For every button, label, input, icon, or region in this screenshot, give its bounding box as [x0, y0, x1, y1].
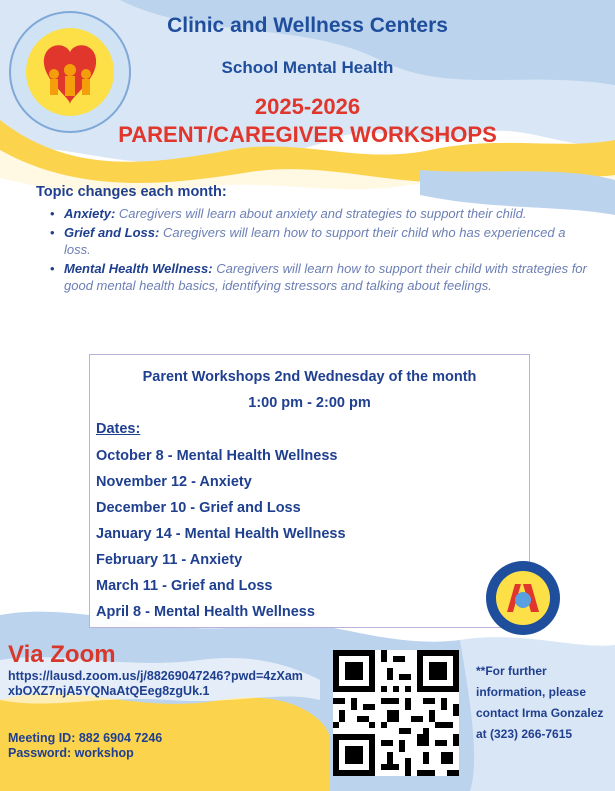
topic-name: Mental Health Wellness: [64, 261, 213, 276]
topics-heading: Topic changes each month: [36, 184, 227, 200]
header-title: Clinic and Wellness Centers [167, 14, 448, 37]
date-item: January 14 - Mental Health Wellness [96, 526, 346, 542]
topic-item: • Anxiety: Caregivers will learn about anxiety and strategies to support their child. [50, 206, 527, 221]
dates-label: Dates: [96, 421, 141, 437]
via-zoom-title: Via Zoom [8, 641, 116, 668]
date-item: November 12 - Anxiety [96, 474, 252, 490]
topic-item: • Mental Health Wellness: Caregivers will learn how to support their child with strategies for good mental health basics, identifying stressors and talking about feelings. [50, 261, 587, 293]
school-year: 2025-2026 [254, 94, 361, 119]
topic-desc: Caregivers will learn about anxiety and strategies to support their child. [118, 206, 527, 221]
qr-code[interactable] [333, 650, 459, 776]
meeting-password: Password: workshop [8, 746, 134, 760]
dates-list [96, 447, 346, 629]
meeting-details [8, 731, 162, 761]
lausd-seal [485, 560, 561, 636]
schedule-box [89, 354, 530, 628]
date-item: December 10 - Grief and Loss [96, 500, 301, 516]
meeting-id: Meeting ID: 882 6904 7246 [8, 731, 163, 745]
schedule-time: 1:00 pm - 2:00 pm [248, 395, 371, 411]
date-item: February 11 - Anxiety [96, 552, 243, 568]
topic-desc: Caregivers will learn how to support their child with strategies for good mental health basics, identifying stressors and talking about feelings. [64, 261, 587, 293]
topic-item: • Grief and Loss: Caregivers will learn how to support their child who has experienced a loss. [50, 225, 566, 257]
topic-desc: Caregivers will learn how to support their child who has experienced a loss. [64, 225, 566, 257]
contact-info: **For further information, please contact Irma Gonzalez at (323) 266-7615 [476, 664, 604, 741]
zoom-link[interactable]: https://lausd.zoom.us/j/88269047246?pwd=4zXamxbOXZ7njA5YQNaAtQEeg8zgUk.1 [8, 669, 303, 698]
date-item: April 8 - Mental Health Wellness [96, 604, 315, 620]
topic-name: Anxiety: [64, 206, 116, 221]
topics-list [50, 205, 590, 296]
date-item: October 8 - Mental Health Wellness [96, 448, 338, 464]
topic-name: Grief and Loss: [64, 225, 160, 240]
workshops-title: PARENT/CAREGIVER WORKSHOPS [118, 122, 497, 147]
schedule-title: Parent Workshops 2nd Wednesday of the month [142, 369, 477, 385]
header-subtitle: School Mental Health [221, 58, 394, 77]
date-item: March 11 - Grief and Loss [96, 578, 273, 594]
